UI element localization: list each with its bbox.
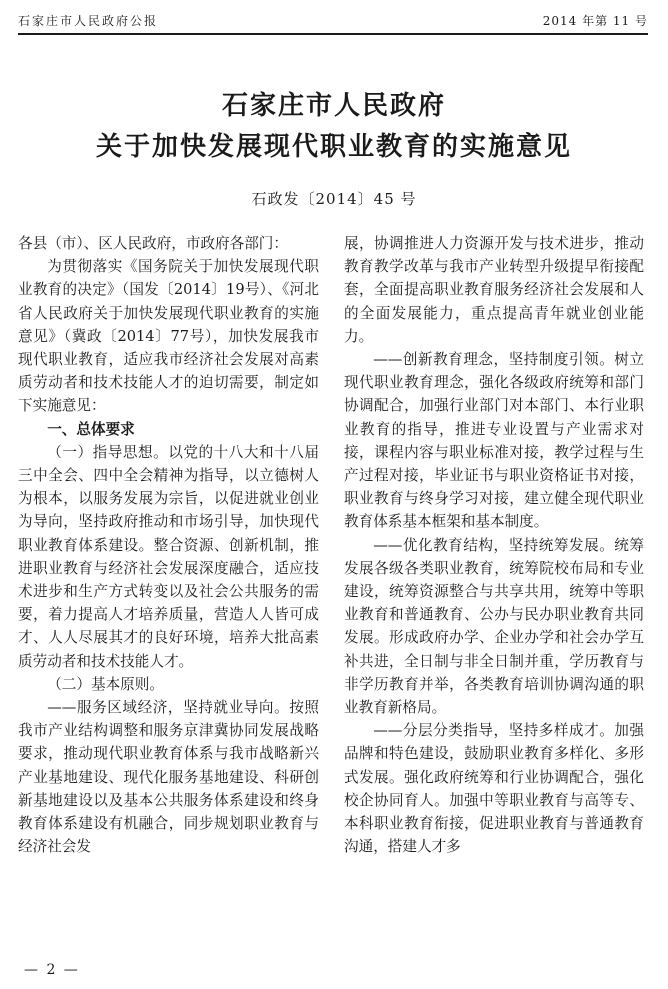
page-number: — 2 — bbox=[24, 962, 80, 978]
basic-principles-label: （二）基本原则。 bbox=[47, 675, 164, 693]
principle-paragraph: ——分层分类指导，坚持多样成才。加强品牌和特色建设，鼓励职业教育多样化、多形式发展。强化政府统筹和行业协调配合，强化校企协同育人。加强中等职业教育与高等专、本科职业教育衔接，促进职业教育与普通教育沟通，搭建人才多 bbox=[344, 722, 644, 856]
right-column bbox=[344, 232, 644, 858]
page-header bbox=[18, 8, 648, 32]
principle-paragraph: ——优化教育结构，坚持统筹发展。统筹发展各级各类职业教育，统筹院校布局和专业建设，统筹资源整合与共享共用，统筹中等职业教育和普通教育、公办与民办职业教育共同发展。形成政府办学、企业办学和社会办学互补共进，全日制与非全日制并重，学历教育与非学历教育并举，各类教育培训协调沟通的职业教育新格局。 bbox=[344, 536, 644, 717]
intro-paragraph: 为贯彻落实《国务院关于加快发展现代职业教育的决定》（国发〔2014〕19号）、《河北省人民政府关于加快发展现代职业教育的实施意见》（冀政〔2014〕77号），加快发展我市现代职业教育，适应我市经济社会发展对高素质劳动者和技术技能人才的迫切需要，制定如下实施意见： bbox=[18, 258, 319, 415]
left-column bbox=[18, 232, 319, 858]
principle-paragraph: ——创新教育理念，坚持制度引领。树立现代职业教育理念，强化各级政府统筹和部门协调配合，加强行业部门对本部门、本行业职业教育的指导，推进专业设置与产业需求对接，课程内容与职业标准对接，教学过程与生产过程对接，毕业证书与职业资格证书对接，职业教育与终身学习对接，建立健全现代职业教育体系基本框架和基本制度。 bbox=[344, 351, 644, 531]
continuation-paragraph: 展，协调推进人力资源开发与技术进步，推动教育教学改革与我市产业转型升级提早衔接配套，全面提高职业教育服务经济社会发展和人的全面发展能力，重点提高青年就业创业能力。 bbox=[344, 235, 644, 345]
salutation: 各县（市）、区人民政府，市政府各部门： bbox=[18, 235, 288, 252]
principle-paragraph: ——服务区域经济，坚持就业导向。按照我市产业结构调整和服务京津冀协同发展战略要求，推动现代职业教育体系与我市战略新兴产业基地建设、现代化服务基地建设、科研创新基地建设以及基本公共服务体系建设和终身教育体系建设有机融合，同步规划职业教育与经济社会发 bbox=[18, 699, 319, 856]
header-rule bbox=[18, 33, 648, 35]
issue-number: 2014 年第 11 号 bbox=[542, 14, 648, 28]
section-heading: 一、总体要求 bbox=[47, 420, 135, 438]
guiding-ideology-paragraph: （一）指导思想。以党的十八大和十八届三中全会、四中全会精神为指导，以立德树人为根本，以服务发展为宗旨，以促进就业创业为导向，坚持政府推动和市场引导，加快现代职业教育体系建设。整合资源、创新机制，推进职业教育与经济社会发展深度融合，适应技术进步和生产方式转变以及社会公共服务的需要，着力提高人才培养质量，营造人人皆可成才、人人尽展其才的良好环境，培养大批高素质劳动者和技术技能人才。 bbox=[18, 443, 319, 670]
document-number: 石政发〔2014〕45 号 bbox=[251, 190, 417, 208]
publication-name: 石家庄市人民政府公报 bbox=[18, 14, 159, 28]
document-title-line2: 关于加快发展现代职业教育的实施意见 bbox=[95, 132, 572, 162]
document-title-line1: 石家庄市人民政府 bbox=[221, 91, 446, 121]
